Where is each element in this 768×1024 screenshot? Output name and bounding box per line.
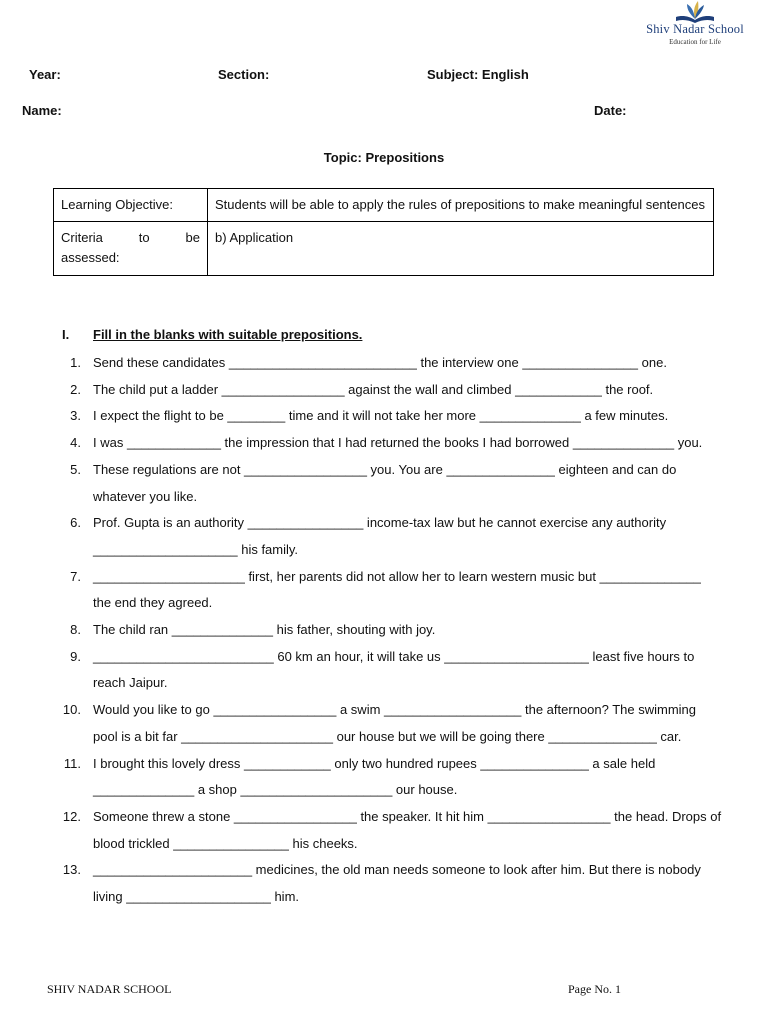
criteria-word: Criteria	[61, 230, 103, 245]
list-item	[62, 804, 722, 857]
section-heading	[62, 327, 362, 342]
list-item	[62, 857, 722, 910]
question-number: 2.	[70, 381, 81, 397]
section-label: Section:	[218, 67, 270, 82]
table-row	[54, 189, 714, 222]
question-text: The child put a ladder _________________ against the wall and climbed ____________ the roof.	[93, 381, 654, 397]
school-tagline: Education for Life	[669, 38, 721, 46]
section-title: Fill in the blanks with suitable prepositions.	[93, 327, 363, 342]
name-label: Name:	[22, 103, 62, 118]
criteria-word: assessed:	[61, 250, 120, 265]
school-name: Shiv Nadar School	[646, 22, 744, 36]
list-item	[62, 510, 722, 563]
question-number: 8.	[70, 622, 81, 638]
question-text: The child ran ______________ his father, shouting with joy.	[93, 622, 436, 638]
question-list	[62, 350, 722, 911]
question-text: I was _____________ the impression that I had returned the books I had borrowed ______________ you.	[93, 435, 703, 451]
list-item	[62, 751, 722, 804]
question-text: These regulations are not _________________ you. You are _______________ eighteen and can do whatever you like.	[93, 461, 677, 504]
list-item	[62, 430, 722, 457]
subject-label: Subject: English	[427, 67, 529, 82]
objective-table	[53, 188, 714, 276]
section-number: I.	[62, 327, 70, 342]
footer-page-number: Page No. 1	[568, 982, 621, 996]
school-logo	[640, 0, 750, 58]
list-item	[62, 457, 722, 510]
year-label: Year:	[29, 67, 61, 82]
criteria-word: be	[185, 230, 200, 245]
question-number: 1.	[70, 355, 81, 370]
question-number: 9.	[70, 648, 81, 664]
list-item	[62, 564, 722, 617]
question-text: ______________________ medicines, the old man needs someone to look after him. But there is nobody living ____________________ him.	[93, 862, 701, 905]
page-title: Topic: Prepositions	[323, 150, 445, 165]
question-number: 5.	[70, 461, 81, 477]
question-number: 3.	[70, 408, 81, 424]
list-item	[62, 350, 722, 377]
question-number: 13.	[62, 862, 81, 878]
learning-objective-label: Learning Objective:	[54, 189, 208, 222]
learning-objective-value: Students will be able to apply the rules of prepositions to make meaningful sentences	[208, 189, 714, 222]
list-item	[62, 697, 722, 750]
question-number: 12.	[62, 808, 81, 824]
question-text: Prof. Gupta is an authority ________________ income-tax law but he cannot exercise any authority ____________________ his family.	[93, 515, 667, 557]
list-item	[62, 403, 722, 430]
question-number: 4.	[70, 435, 81, 451]
question-text: _________________________ 60 km an hour, it will take us ____________________ least five hours to reach Jaipur.	[93, 648, 695, 691]
question-text: _____________________ first, her parents did not allow her to learn western music but ______________ the end they agreed.	[93, 568, 701, 611]
question-text: Send these candidates __________________________ the interview one ________________ one.	[93, 355, 667, 370]
criteria-value: b) Application	[208, 222, 714, 276]
question-text: Would you like to go _________________ a swim ___________________ the afternoon? The swimming pool is a bit far _____________________ our house but we will be going there _______________ car.	[93, 702, 697, 744]
table-row	[54, 222, 714, 276]
book-emblem-icon	[672, 0, 718, 24]
list-item	[62, 644, 722, 697]
question-number: 10.	[62, 702, 81, 718]
question-text: I expect the flight to be ________ time and it will not take her more ______________ a few minutes.	[93, 408, 669, 424]
list-item	[62, 617, 722, 644]
question-number: 6.	[70, 515, 81, 531]
criteria-word: to	[138, 230, 150, 245]
list-item	[62, 377, 722, 404]
question-number: 7.	[70, 568, 81, 584]
question-text: Someone threw a stone _________________ the speaker. It hit him _________________ the head. Drops of blood trickled ________________ his cheeks.	[93, 808, 722, 851]
footer-school-name: SHIV NADAR SCHOOL	[47, 982, 172, 996]
question-number: 11.	[63, 755, 81, 771]
question-text: I brought this lovely dress ____________ only two hundred rupees _______________ a sale held ______________ a shop _____________________ our house.	[93, 755, 656, 798]
criteria-label	[54, 222, 208, 276]
date-label: Date:	[594, 103, 627, 118]
